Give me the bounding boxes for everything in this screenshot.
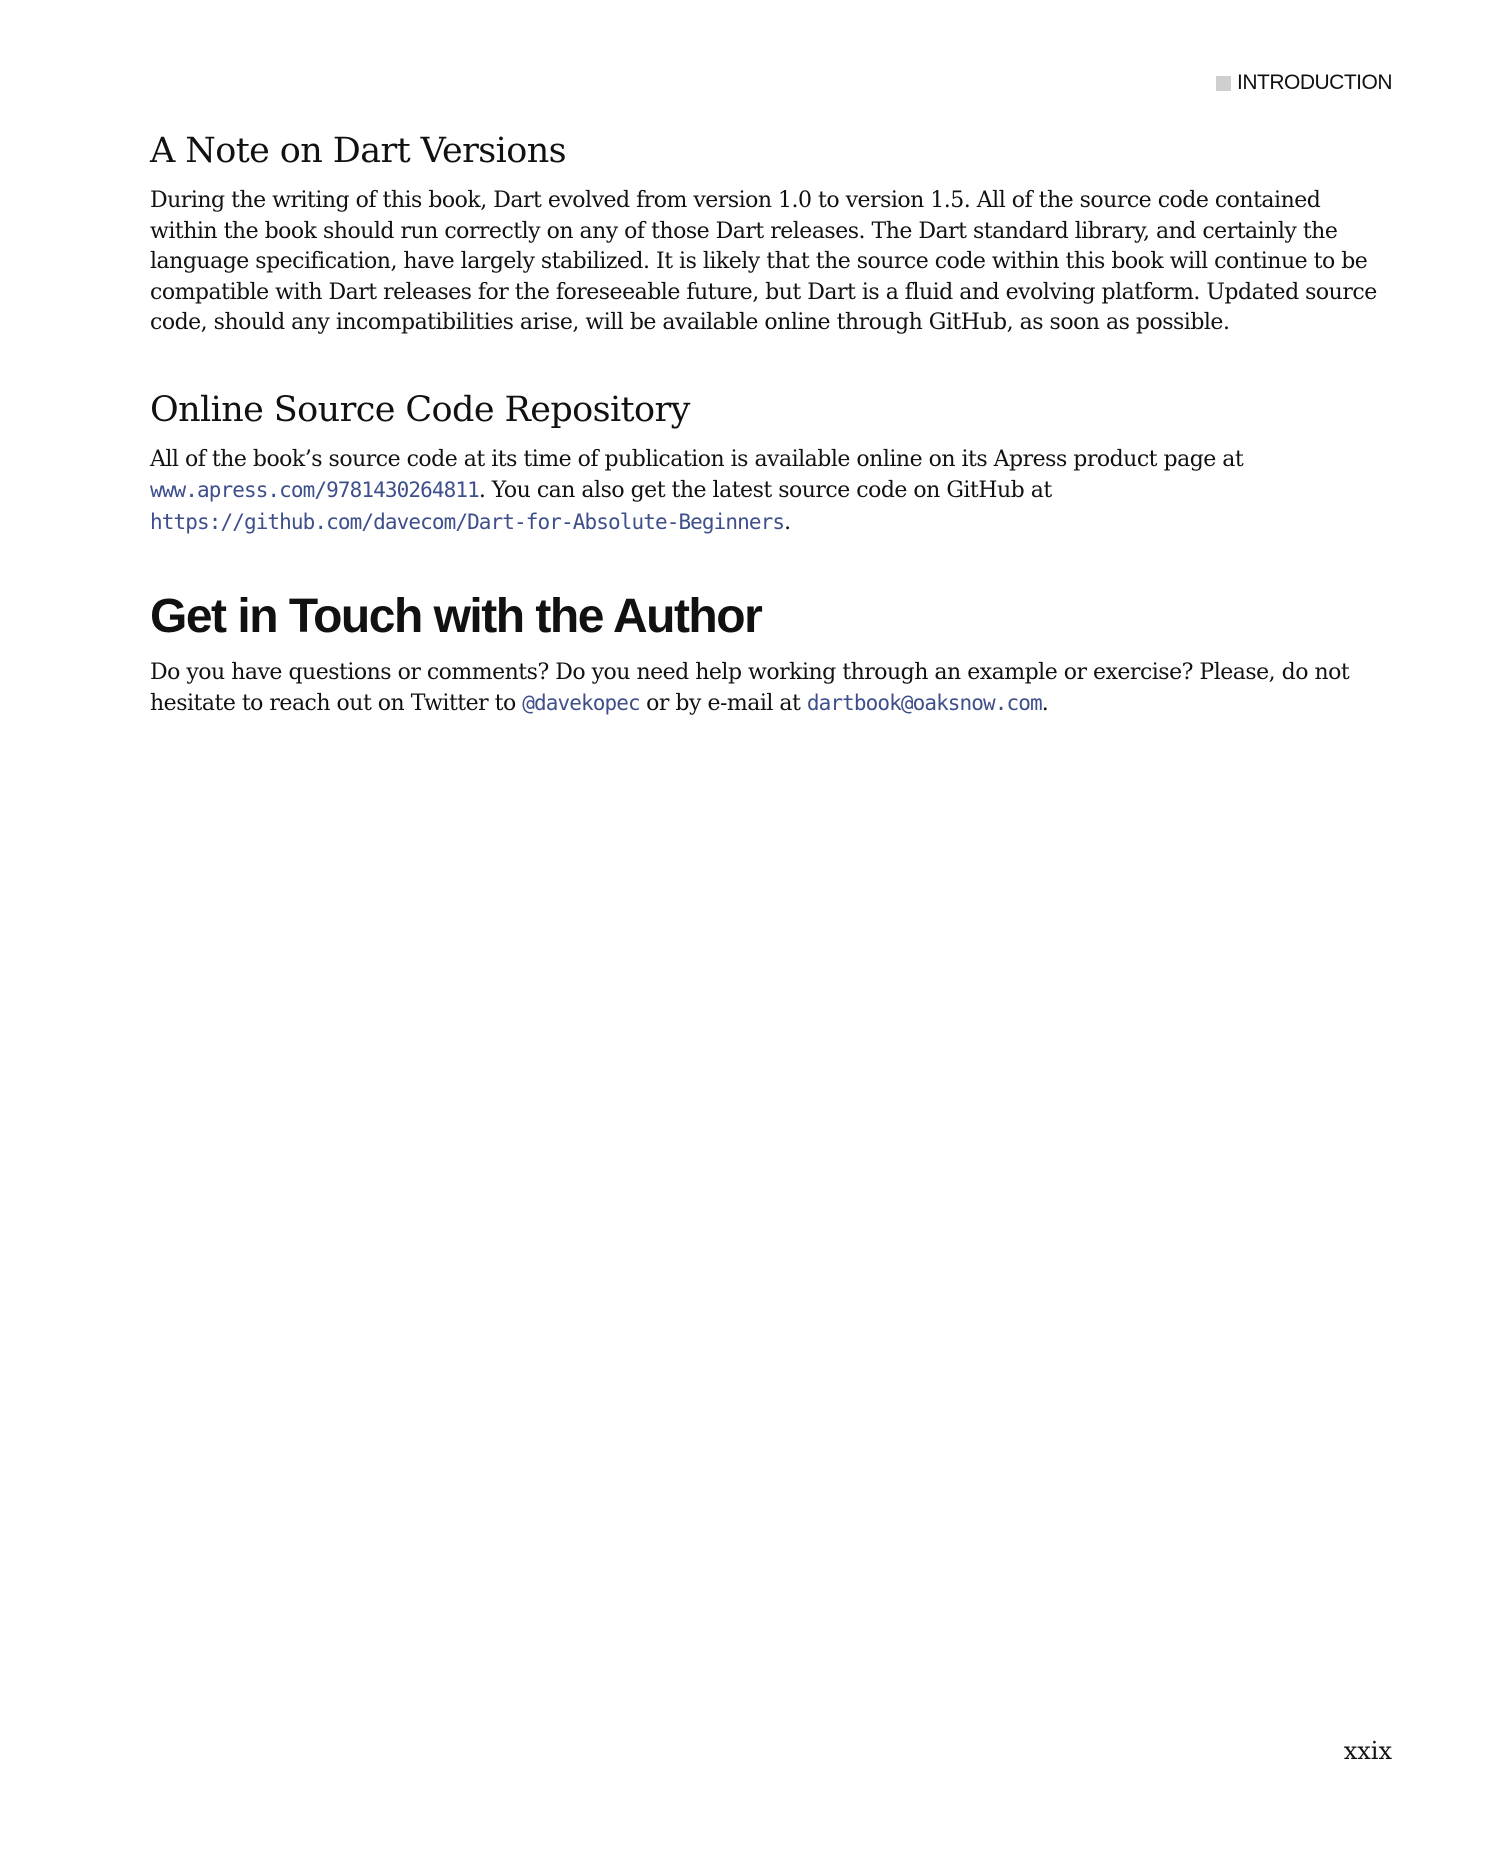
- contact-author-heading: Get in Touch with the Author: [150, 590, 762, 643]
- contact-text-2: or by e-mail at: [639, 691, 807, 717]
- twitter-handle-link[interactable]: @davekopec: [522, 691, 640, 716]
- contact-author-paragraph: [150, 658, 1390, 720]
- dart-versions-paragraph: During the writing of this book, Dart evolved from version 1.0 to version 1.5. All of the source code contained within the book should run correctly on any of those Dart releases. The Dart standard library, and certainly the language specification, have largely stabilized. It is likely that the source code within this book will continue to be compatible with Dart releases for the foreseeable future, but Dart is a fluid and evolving platform. Updated source code, should any incompatibilities arise, will be available online through GitHub, as soon as possible.: [150, 188, 1377, 335]
- apress-link[interactable]: www.apress.com/9781430264811: [150, 478, 479, 502]
- running-head-label: INTRODUCTION: [1237, 71, 1392, 94]
- repo-text-1: All of the book’s source code at its time of publication is available online on its Apress product page at: [150, 446, 1244, 472]
- page-number: xxix: [1343, 1737, 1392, 1765]
- github-link[interactable]: https://github.com/davecom/Dart-for-Absolute-Beginners: [150, 509, 785, 534]
- source-repository-paragraph: [150, 445, 1390, 539]
- email-link[interactable]: dartbook@oaksnow.com: [806, 691, 1042, 716]
- section-marker-square: [1216, 76, 1231, 91]
- source-repository-heading: Online Source Code Repository: [150, 389, 690, 430]
- section-contact-author: [150, 588, 1390, 720]
- section-dart-versions: [150, 130, 1390, 339]
- contact-text-3: .: [1041, 691, 1049, 717]
- page-content: [150, 130, 1390, 720]
- contact-text-1: Do you have questions or comments? Do you need help working through an example or exercise? Please, do not hesitate to reach out on Twitter to: [150, 659, 1350, 717]
- section-source-repository: [150, 389, 1390, 539]
- repo-text-3: .: [784, 509, 791, 535]
- dart-versions-heading: A Note on Dart Versions: [150, 131, 567, 171]
- running-head: [1216, 71, 1392, 95]
- repo-text-2: . You can also get the latest source code on GitHub at: [478, 478, 1052, 503]
